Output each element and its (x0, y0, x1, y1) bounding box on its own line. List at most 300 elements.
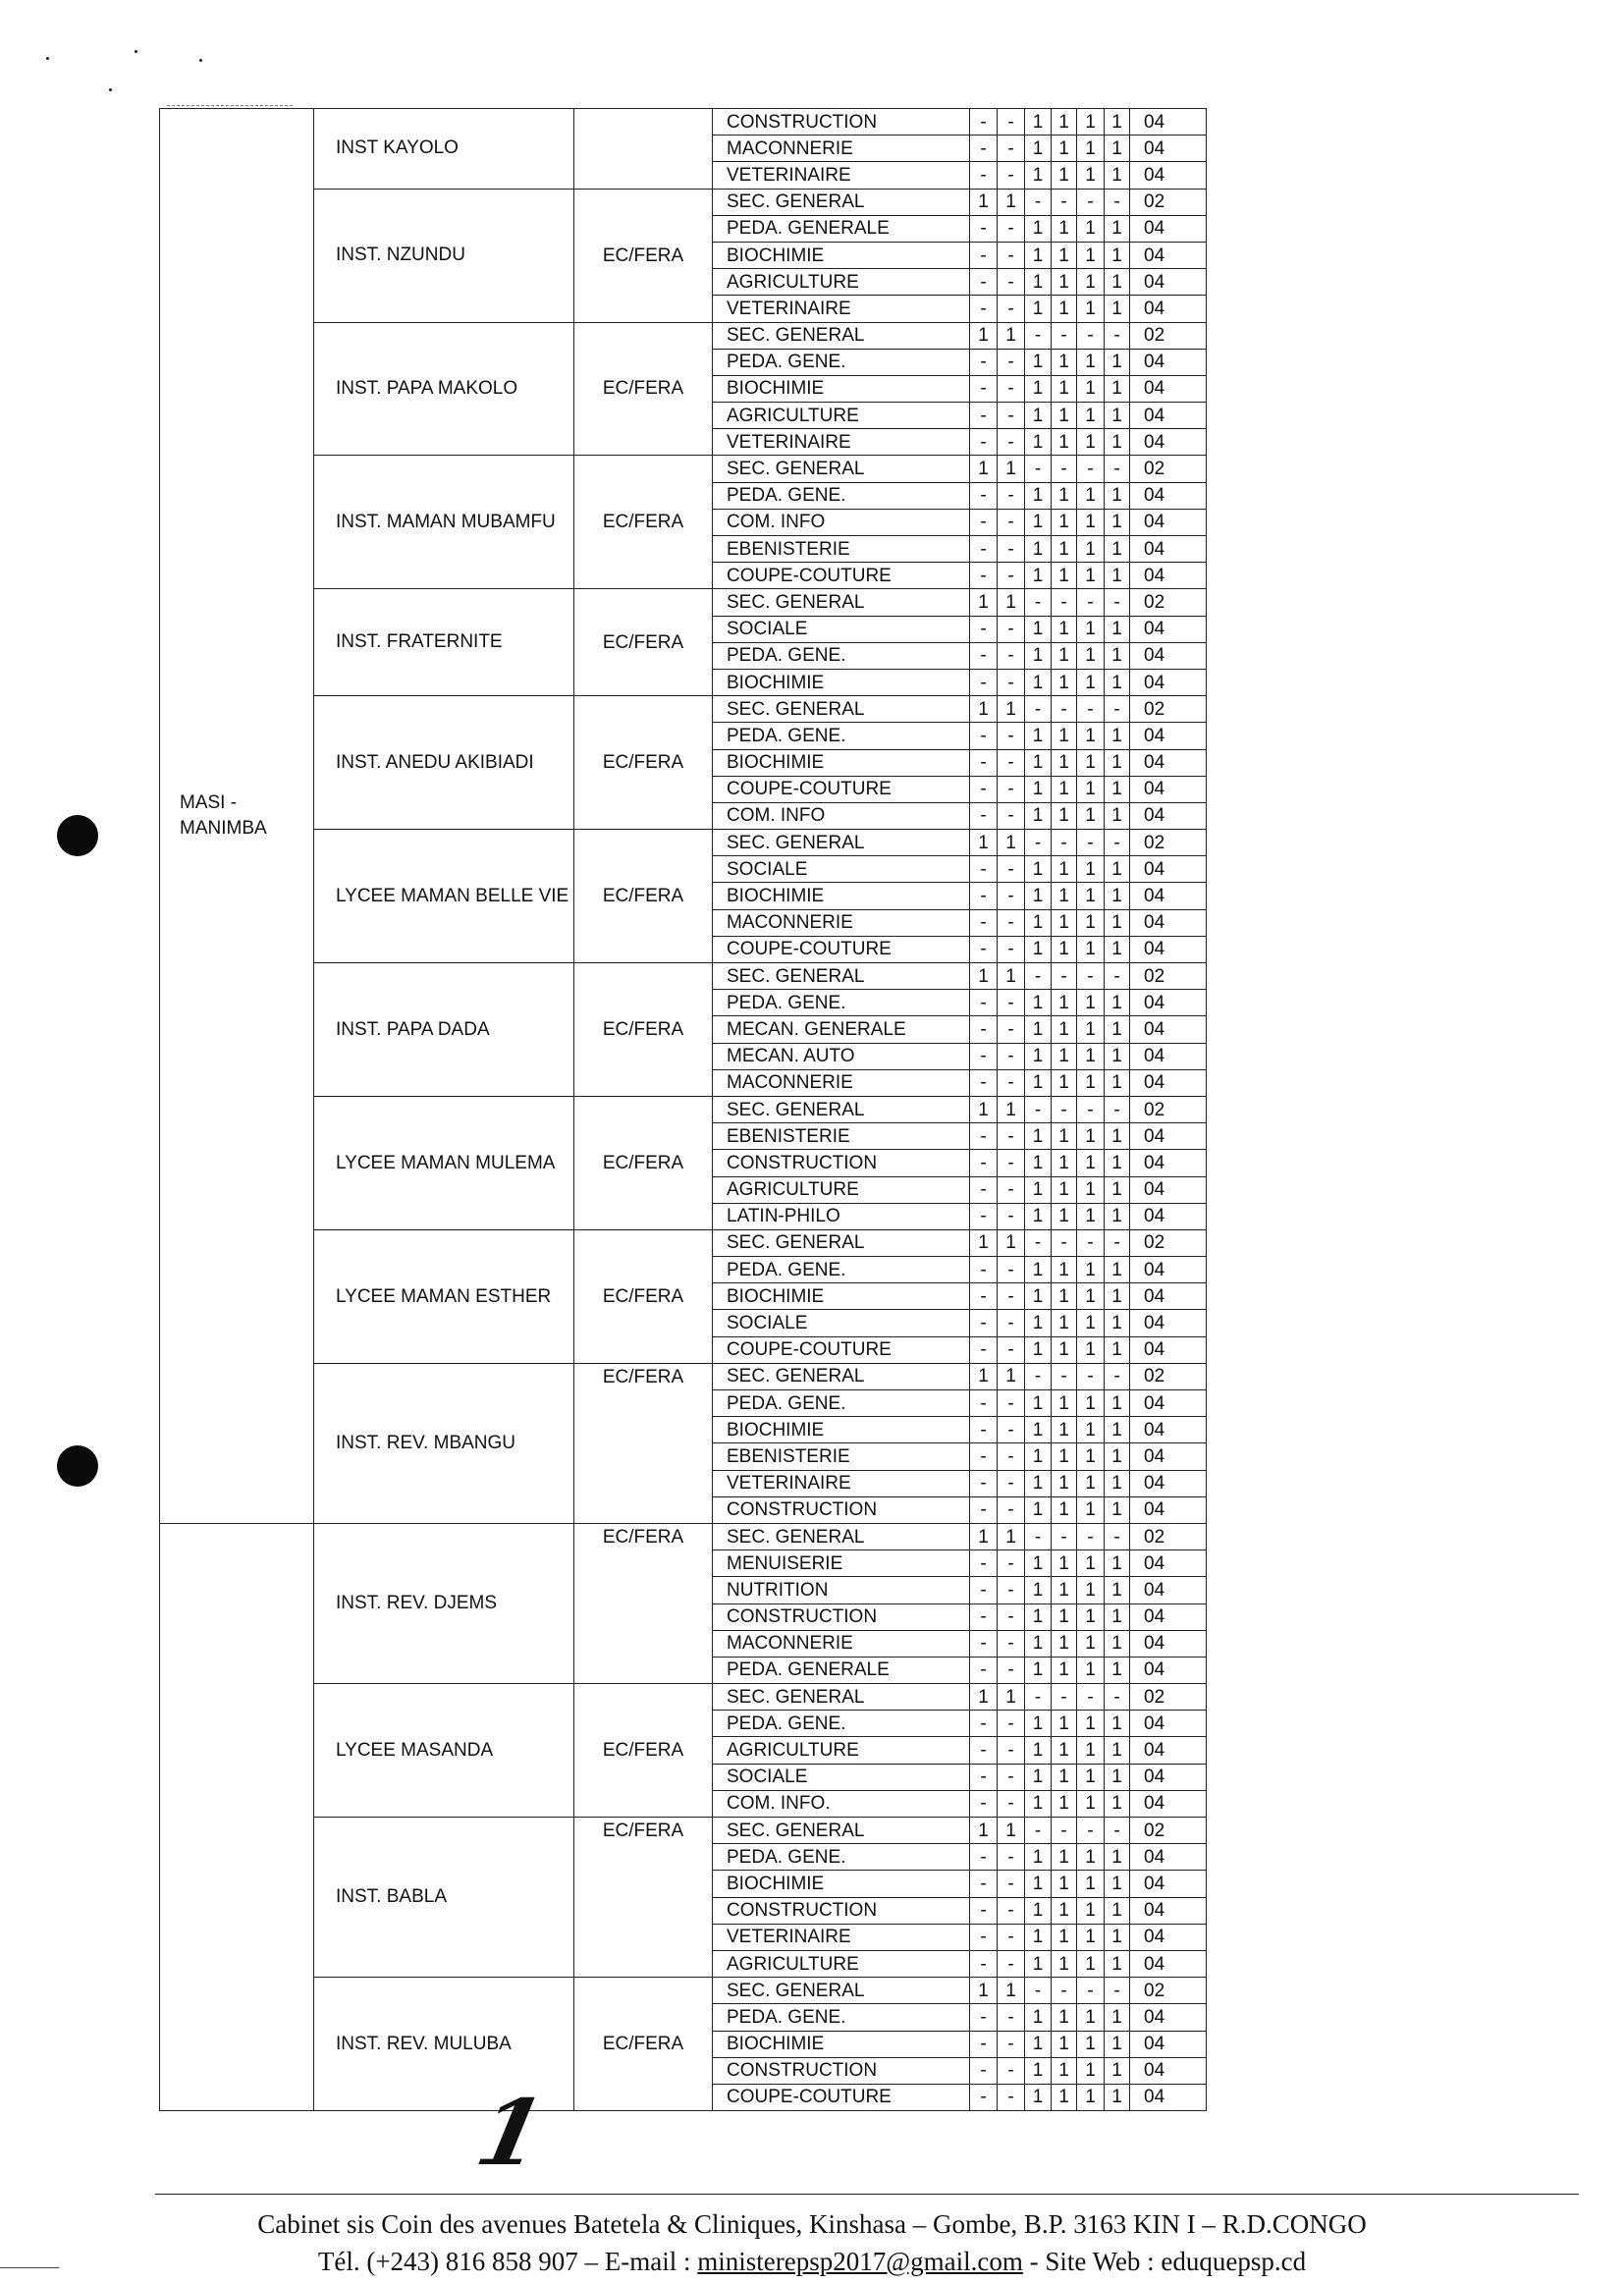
grade-count-cell: - (1077, 1978, 1105, 2004)
grade-count-cell: 1 (1025, 109, 1052, 136)
grade-count-cell: 1 (1025, 1016, 1052, 1043)
school-name: LYCEE MASANDA (314, 1684, 574, 1818)
total-cell: 04 (1130, 616, 1207, 642)
grade-count-cell: - (998, 429, 1025, 456)
school-regime: EC/FERA (574, 1363, 713, 1523)
grade-count-cell: 1 (1105, 1764, 1130, 1790)
grade-count-cell: 1 (1052, 749, 1077, 776)
total-cell: 04 (1130, 1630, 1207, 1657)
grade-count-cell: 1 (1105, 1871, 1130, 1897)
grade-count-cell: - (1025, 322, 1052, 349)
grade-count-cell: 1 (1105, 936, 1130, 962)
grade-count-cell: 1 (1025, 1203, 1052, 1229)
section-name: PEDA. GENE. (713, 1257, 970, 1283)
grade-count-cell: 1 (1077, 1176, 1105, 1203)
grade-count-cell: 1 (1052, 109, 1077, 136)
total-cell: 04 (1130, 1043, 1207, 1069)
grade-count-cell: - (1077, 456, 1105, 482)
grade-count-cell: 1 (1025, 242, 1052, 268)
total-cell: 04 (1130, 349, 1207, 375)
section-name: NUTRITION (713, 1577, 970, 1604)
grade-count-cell: 1 (1105, 1657, 1130, 1683)
section-name: SEC. GENERAL (713, 963, 970, 990)
section-name: PEDA. GENE. (713, 1711, 970, 1737)
grade-count-cell: 1 (1052, 1310, 1077, 1336)
grade-count-cell: - (1052, 456, 1077, 482)
grade-count-cell: 1 (1105, 1550, 1130, 1577)
grade-count-cell: 1 (1052, 1123, 1077, 1150)
school-regime: EC/FERA (574, 696, 713, 830)
grade-count-cell: 1 (1077, 616, 1105, 642)
grade-count-cell: 1 (998, 830, 1025, 856)
grade-count-cell: - (970, 856, 998, 883)
grade-count-cell: - (970, 1176, 998, 1203)
grade-count-cell: - (970, 1604, 998, 1630)
section-name: AGRICULTURE (713, 1176, 970, 1203)
table-row (160, 1229, 1207, 1256)
grade-count-cell: - (998, 563, 1025, 589)
grade-count-cell: 1 (1052, 296, 1077, 322)
grade-count-cell: - (1105, 1978, 1130, 2004)
grade-count-cell: - (1052, 696, 1077, 723)
grade-count-cell: 1 (1052, 136, 1077, 162)
total-cell: 04 (1130, 1016, 1207, 1043)
grade-count-cell: 1 (1052, 669, 1077, 695)
grade-count-cell: 1 (1025, 1176, 1052, 1203)
section-name: CONSTRUCTION (713, 1150, 970, 1176)
grade-count-cell: - (1077, 1096, 1105, 1122)
grade-count-cell: - (998, 1924, 1025, 1950)
section-name: PEDA. GENE. (713, 990, 970, 1016)
grade-count-cell: 1 (1025, 990, 1052, 1016)
grade-count-cell: 1 (998, 1096, 1025, 1122)
grade-count-cell: - (1025, 830, 1052, 856)
total-cell: 02 (1130, 1818, 1207, 1844)
total-cell: 04 (1130, 802, 1207, 829)
grade-count-cell: 1 (1025, 776, 1052, 802)
section-name: SEC. GENERAL (713, 589, 970, 616)
section-name: CONSTRUCTION (713, 109, 970, 136)
grade-count-cell: 1 (1077, 109, 1105, 136)
grade-count-cell: - (998, 242, 1025, 268)
grade-count-cell: 1 (1077, 1630, 1105, 1657)
grade-count-cell: 1 (1105, 1790, 1130, 1817)
grade-count-cell: 1 (1105, 856, 1130, 883)
section-name: MACONNERIE (713, 909, 970, 936)
total-cell: 04 (1130, 296, 1207, 322)
grade-count-cell: - (998, 1657, 1025, 1683)
grade-count-cell: - (970, 723, 998, 749)
grade-count-cell: - (998, 1577, 1025, 1604)
grade-count-cell: - (970, 2057, 998, 2084)
grade-count-cell: - (1052, 322, 1077, 349)
grade-count-cell: 1 (1052, 1069, 1077, 1096)
grade-count-cell: 1 (1077, 749, 1105, 776)
school-name: INST. PAPA MAKOLO (314, 322, 574, 456)
grade-count-cell: - (970, 1443, 998, 1470)
grade-count-cell: - (998, 1069, 1025, 1096)
grade-count-cell: - (970, 242, 998, 268)
grade-count-cell: 1 (1025, 509, 1052, 535)
grade-count-cell: 1 (1105, 1310, 1130, 1336)
grade-count-cell: - (970, 1897, 998, 1924)
school-regime: EC/FERA (574, 1684, 713, 1818)
school-regime (574, 109, 713, 190)
grade-count-cell: 1 (1052, 1550, 1077, 1577)
section-name: SOCIALE (713, 1310, 970, 1336)
section-name: COM. INFO (713, 509, 970, 535)
total-cell: 04 (1130, 642, 1207, 669)
grade-count-cell: - (1105, 1684, 1130, 1711)
total-cell: 04 (1130, 1737, 1207, 1764)
school-name: INST KAYOLO (314, 109, 574, 190)
school-regime: EC/FERA (574, 963, 713, 1097)
grade-count-cell: - (970, 375, 998, 402)
grade-count-cell: 1 (1105, 403, 1130, 429)
grade-count-cell: - (998, 1550, 1025, 1577)
table-row (160, 189, 1207, 215)
grade-count-cell: - (998, 2057, 1025, 2084)
grade-count-cell: - (970, 1150, 998, 1176)
grade-count-cell: 1 (1052, 1844, 1077, 1871)
total-cell: 04 (1130, 1711, 1207, 1737)
total-cell: 02 (1130, 963, 1207, 990)
grade-count-cell: - (970, 1844, 998, 1871)
grade-count-cell: 1 (1052, 802, 1077, 829)
total-cell: 04 (1130, 909, 1207, 936)
grade-count-cell: - (970, 642, 998, 669)
school-regime: EC/FERA (574, 830, 713, 963)
grade-count-cell: 1 (970, 696, 998, 723)
total-cell: 04 (1130, 1417, 1207, 1443)
grade-count-cell: 1 (1077, 136, 1105, 162)
school-regime: EC/FERA (574, 189, 713, 322)
grade-count-cell: 1 (970, 963, 998, 990)
grade-count-cell: 1 (1077, 215, 1105, 242)
school-regime: EC/FERA (574, 1818, 713, 1978)
grade-count-cell: - (1052, 189, 1077, 215)
grade-count-cell: 1 (1025, 349, 1052, 375)
section-name: MACONNERIE (713, 1630, 970, 1657)
grade-count-cell: - (998, 162, 1025, 189)
grade-count-cell: - (1105, 1818, 1130, 1844)
page-number: 1 (467, 2080, 554, 2186)
grade-count-cell: 1 (1077, 509, 1105, 535)
grade-count-cell: - (998, 1257, 1025, 1283)
grade-count-cell: 1 (1025, 1390, 1052, 1417)
total-cell: 04 (1130, 1069, 1207, 1096)
grade-count-cell: 1 (1025, 1950, 1052, 1977)
grade-count-cell: 1 (1105, 1630, 1130, 1657)
grade-count-cell: - (1077, 963, 1105, 990)
section-name: PEDA. GENE. (713, 482, 970, 509)
grade-count-cell: 1 (1052, 482, 1077, 509)
grade-count-cell: 1 (1105, 242, 1130, 268)
grade-count-cell: - (998, 1203, 1025, 1229)
grade-count-cell: - (1105, 589, 1130, 616)
grade-count-cell: - (998, 1016, 1025, 1043)
total-cell: 02 (1130, 1684, 1207, 1711)
school-name: INST. REV. DJEMS (314, 1523, 574, 1683)
school-regime: EC/FERA (574, 589, 713, 696)
grade-count-cell: 1 (1077, 1577, 1105, 1604)
grade-count-cell: 1 (1105, 1897, 1130, 1924)
grade-count-cell: 1 (1105, 776, 1130, 802)
total-cell: 04 (1130, 1257, 1207, 1283)
total-cell: 04 (1130, 776, 1207, 802)
total-cell: 04 (1130, 1871, 1207, 1897)
grade-count-cell: 1 (998, 189, 1025, 215)
grade-count-cell: 1 (1025, 1657, 1052, 1683)
total-cell: 02 (1130, 696, 1207, 723)
section-name: COM. INFO. (713, 1790, 970, 1817)
section-name: SEC. GENERAL (713, 1523, 970, 1549)
grade-count-cell: 1 (1077, 2004, 1105, 2031)
section-name: SEC. GENERAL (713, 1818, 970, 1844)
total-cell: 04 (1130, 269, 1207, 296)
grade-count-cell: - (998, 909, 1025, 936)
total-cell: 04 (1130, 1283, 1207, 1310)
grade-count-cell: 1 (1077, 403, 1105, 429)
grade-count-cell: 1 (1105, 563, 1130, 589)
grade-count-cell: 1 (998, 1818, 1025, 1844)
grade-count-cell: - (1052, 963, 1077, 990)
section-name: VETERINAIRE (713, 296, 970, 322)
grade-count-cell: 1 (1052, 1764, 1077, 1790)
grade-count-cell: - (998, 1150, 1025, 1176)
grade-count-cell: 1 (1052, 1203, 1077, 1229)
grade-count-cell: - (1052, 1684, 1077, 1711)
grade-count-cell: 1 (1025, 1123, 1052, 1150)
grade-count-cell: 1 (1025, 669, 1052, 695)
scan-speck (199, 59, 202, 62)
grade-count-cell: 1 (1025, 215, 1052, 242)
table-row (160, 456, 1207, 482)
school-name: INST. REV. MBANGU (314, 1363, 574, 1523)
grade-count-cell: - (998, 1283, 1025, 1310)
grade-count-cell: 1 (1105, 909, 1130, 936)
grade-count-cell: 1 (1025, 1550, 1052, 1577)
grade-count-cell: 1 (1105, 642, 1130, 669)
grade-count-cell: 1 (1077, 269, 1105, 296)
grade-count-cell: 1 (1052, 1016, 1077, 1043)
school-name: INST. MAMAN MUBAMFU (314, 456, 574, 589)
grade-count-cell: 1 (1077, 1924, 1105, 1950)
grade-count-cell: 1 (1025, 883, 1052, 909)
grade-count-cell: 1 (1025, 429, 1052, 456)
grade-count-cell: 1 (1052, 2004, 1077, 2031)
grade-count-cell: 1 (1052, 1176, 1077, 1203)
total-cell: 04 (1130, 1310, 1207, 1336)
grade-count-cell: - (998, 1043, 1025, 1069)
table-row (160, 322, 1207, 349)
school-regime: EC/FERA (574, 1096, 713, 1229)
footer-email[interactable]: ministerepsp2017@gmail.com (697, 2247, 1023, 2276)
total-cell: 04 (1130, 375, 1207, 402)
grade-count-cell: 1 (970, 322, 998, 349)
footer-address: Cabinet sis Coin des avenues Batetela & Cliniques, Kinshasa – Gombe, B.P. 3163 KIN I – R.D.CONGO (257, 2209, 1367, 2239)
total-cell: 04 (1130, 563, 1207, 589)
grade-count-cell: 1 (1052, 1283, 1077, 1310)
grade-count-cell: - (970, 1417, 998, 1443)
grade-count-cell: - (1105, 963, 1130, 990)
section-name: PEDA. GENE. (713, 349, 970, 375)
grade-count-cell: 1 (1052, 1711, 1077, 1737)
section-name: PEDA. GENE. (713, 2004, 970, 2031)
grade-count-cell: 1 (1025, 1496, 1052, 1523)
grade-count-cell: - (1025, 1096, 1052, 1122)
grade-count-cell: - (970, 990, 998, 1016)
grade-count-cell: - (1105, 830, 1130, 856)
total-cell: 04 (1130, 1604, 1207, 1630)
grade-count-cell: - (998, 936, 1025, 962)
section-name: SEC. GENERAL (713, 1363, 970, 1389)
grade-count-cell: 1 (1025, 856, 1052, 883)
grade-count-cell: - (1052, 1363, 1077, 1389)
grade-count-cell: 1 (1025, 1283, 1052, 1310)
school-name: INST. ANEDU AKIBIADI (314, 696, 574, 830)
grade-count-cell: 1 (1105, 2057, 1130, 2084)
total-cell: 04 (1130, 162, 1207, 189)
grade-count-cell: 1 (1052, 616, 1077, 642)
total-cell: 04 (1130, 1443, 1207, 1470)
grade-count-cell: 1 (1025, 403, 1052, 429)
scan-speck (135, 50, 137, 53)
grade-count-cell: 1 (998, 322, 1025, 349)
grade-count-cell: 1 (1105, 1844, 1130, 1871)
grade-count-cell: - (970, 215, 998, 242)
grade-count-cell: 1 (1052, 269, 1077, 296)
grade-count-cell: 1 (1025, 1336, 1052, 1363)
section-name: MACONNERIE (713, 136, 970, 162)
grade-count-cell: - (970, 1257, 998, 1283)
grade-count-cell: 1 (970, 1818, 998, 1844)
table-row (160, 109, 1207, 136)
grade-count-cell: - (998, 482, 1025, 509)
grade-count-cell: 1 (1077, 375, 1105, 402)
grade-count-cell: - (970, 936, 998, 962)
section-name: LATIN-PHILO (713, 1203, 970, 1229)
grade-count-cell: 1 (1025, 162, 1052, 189)
grade-count-cell: 1 (1105, 990, 1130, 1016)
section-name: BIOCHIMIE (713, 669, 970, 695)
grade-count-cell: - (970, 269, 998, 296)
total-cell: 04 (1130, 136, 1207, 162)
grade-count-cell: - (998, 1630, 1025, 1657)
grade-count-cell: 1 (1105, 269, 1130, 296)
total-cell: 04 (1130, 1336, 1207, 1363)
grade-count-cell: 1 (1077, 1844, 1105, 1871)
grade-count-cell: - (1077, 322, 1105, 349)
grade-count-cell: 1 (1077, 1016, 1105, 1043)
grade-count-cell: - (970, 1711, 998, 1737)
grade-count-cell: 1 (1025, 802, 1052, 829)
grade-count-cell: - (970, 482, 998, 509)
grade-count-cell: 1 (1077, 1950, 1105, 1977)
grade-count-cell: 1 (1052, 1470, 1077, 1496)
grade-count-cell: - (1025, 589, 1052, 616)
grade-count-cell: - (970, 1016, 998, 1043)
school-name: LYCEE MAMAN ESTHER (314, 1229, 574, 1363)
grade-count-cell: - (1105, 696, 1130, 723)
section-name: MENUISERIE (713, 1550, 970, 1577)
grade-count-cell: 1 (1077, 1470, 1105, 1496)
grade-count-cell: - (998, 536, 1025, 563)
grade-count-cell: - (998, 136, 1025, 162)
school-name: LYCEE MAMAN BELLE VIE (314, 830, 574, 963)
total-cell: 04 (1130, 1764, 1207, 1790)
grade-count-cell: - (970, 429, 998, 456)
total-cell: 02 (1130, 189, 1207, 215)
grade-count-cell: 1 (1105, 215, 1130, 242)
grade-count-cell: 1 (1105, 349, 1130, 375)
grade-count-cell: - (1077, 589, 1105, 616)
grade-count-cell: 1 (1052, 2084, 1077, 2110)
grade-count-cell: 1 (1052, 1417, 1077, 1443)
grade-count-cell: 1 (998, 589, 1025, 616)
grade-count-cell: - (970, 563, 998, 589)
grade-count-cell: 1 (1105, 2084, 1130, 2110)
grade-count-cell: 1 (1105, 1950, 1130, 1977)
total-cell: 04 (1130, 1950, 1207, 1977)
total-cell: 04 (1130, 1844, 1207, 1871)
grade-count-cell: - (998, 1764, 1025, 1790)
grade-count-cell: 1 (1105, 723, 1130, 749)
total-cell: 04 (1130, 2031, 1207, 2057)
grade-count-cell: - (1077, 189, 1105, 215)
scan-edge-mark (0, 2267, 59, 2268)
total-cell: 04 (1130, 242, 1207, 268)
school-options-table (159, 108, 1207, 2111)
table-row (160, 963, 1207, 990)
grade-count-cell: 1 (1077, 669, 1105, 695)
total-cell: 02 (1130, 456, 1207, 482)
section-name: PEDA. GENE. (713, 723, 970, 749)
grade-count-cell: - (970, 509, 998, 535)
grade-count-cell: - (1052, 1096, 1077, 1122)
section-name: BIOCHIMIE (713, 1417, 970, 1443)
grade-count-cell: 1 (1077, 2031, 1105, 2057)
grade-count-cell: 1 (970, 1978, 998, 2004)
grade-count-cell: 1 (1077, 1150, 1105, 1176)
section-name: SEC. GENERAL (713, 1684, 970, 1711)
grade-count-cell: - (970, 1310, 998, 1336)
total-cell: 04 (1130, 2004, 1207, 2031)
section-name: SEC. GENERAL (713, 696, 970, 723)
grade-count-cell: 1 (1105, 482, 1130, 509)
grade-count-cell: 1 (1052, 1630, 1077, 1657)
section-name: PEDA. GENE. (713, 1390, 970, 1417)
grade-count-cell: 1 (1052, 856, 1077, 883)
total-cell: 04 (1130, 536, 1207, 563)
total-cell: 04 (1130, 1897, 1207, 1924)
grade-count-cell: 1 (1105, 429, 1130, 456)
table-row (160, 589, 1207, 616)
grade-count-cell: 1 (1077, 802, 1105, 829)
total-cell: 02 (1130, 589, 1207, 616)
grade-count-cell: 1 (1077, 429, 1105, 456)
grade-count-cell: - (1077, 1229, 1105, 1256)
section-name: COUPE-COUTURE (713, 2084, 970, 2110)
grade-count-cell: - (970, 1737, 998, 1764)
grade-count-cell: 1 (1077, 1257, 1105, 1283)
grade-count-cell: - (998, 802, 1025, 829)
grade-count-cell: 1 (1025, 1737, 1052, 1764)
grade-count-cell: 1 (1025, 296, 1052, 322)
grade-count-cell: 1 (1052, 1737, 1077, 1764)
grade-count-cell: - (970, 349, 998, 375)
grade-count-cell: 1 (1077, 642, 1105, 669)
